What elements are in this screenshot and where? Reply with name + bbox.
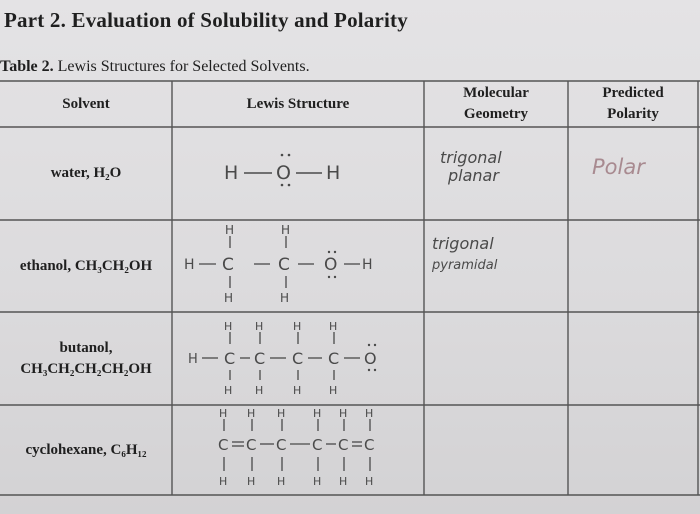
table-caption-text: Lewis Structures for Selected Solvents. xyxy=(57,58,310,75)
svg-text:H: H xyxy=(225,223,235,237)
svg-text:H: H xyxy=(277,407,286,420)
header-lewis xyxy=(172,81,424,127)
svg-text:H: H xyxy=(326,162,341,184)
header-polarity-line2: Polarity xyxy=(607,106,659,122)
geometry-line1: trigonal xyxy=(440,148,502,167)
svg-text:H: H xyxy=(329,384,338,397)
svg-text:C: C xyxy=(292,349,304,368)
table-caption-label: Table 2. xyxy=(0,58,54,75)
row-water-solvent xyxy=(0,127,172,220)
lewis-butanol-drawing xyxy=(172,312,424,405)
solvent-name: butanol, xyxy=(59,339,113,356)
svg-text:C: C xyxy=(246,436,257,454)
solvent-name: cyclohexane, C₆H₁₂ xyxy=(25,441,147,458)
svg-text:H: H xyxy=(247,475,256,488)
geometry-line2: pyramidal xyxy=(432,258,498,273)
svg-text:H: H xyxy=(255,320,264,333)
header-geometry-line2: Geometry xyxy=(463,106,529,122)
lewis-water xyxy=(172,127,424,220)
geometry-line1: trigonal xyxy=(432,234,494,253)
svg-text:C: C xyxy=(338,436,349,454)
row-water-geometry xyxy=(440,149,502,185)
svg-text:C: C xyxy=(364,436,375,454)
lewis-water-drawing xyxy=(172,127,424,220)
svg-text:H: H xyxy=(313,475,322,488)
header-lewis-label: Lewis Structure xyxy=(246,95,350,112)
lewis-cyclohexane xyxy=(172,405,424,495)
svg-text:H: H xyxy=(365,475,374,488)
header-polarity-line1: Predicted xyxy=(602,85,664,101)
row-ethanol-solvent xyxy=(0,220,172,312)
svg-text:H: H xyxy=(219,407,228,420)
svg-text:C: C xyxy=(222,255,234,275)
svg-text:H: H xyxy=(224,162,239,184)
lewis-cyclohexane-drawing xyxy=(172,405,424,495)
svg-text:H: H xyxy=(255,384,264,397)
svg-text:C: C xyxy=(218,436,229,454)
svg-text:C: C xyxy=(278,255,290,275)
table-caption xyxy=(0,58,310,76)
lewis-ethanol xyxy=(172,220,424,312)
row-water-polarity: Polar xyxy=(592,155,645,179)
row-cyclohexane-solvent xyxy=(0,405,172,495)
svg-text:H: H xyxy=(188,352,198,367)
svg-text:H: H xyxy=(247,407,256,420)
svg-text:H: H xyxy=(224,320,233,333)
svg-text:H: H xyxy=(280,291,290,305)
svg-text:H: H xyxy=(339,475,348,488)
geometry-line2: planar xyxy=(448,166,499,185)
svg-text:H: H xyxy=(184,257,195,273)
svg-text:H: H xyxy=(224,384,233,397)
lewis-ethanol-drawing xyxy=(172,220,424,312)
header-polarity xyxy=(568,81,698,127)
svg-text:C: C xyxy=(254,349,266,368)
svg-text:H: H xyxy=(277,475,286,488)
svg-text:C: C xyxy=(224,349,236,368)
part-heading: Part 2. Evaluation of Solubility and Polarity xyxy=(4,8,408,32)
svg-text:H: H xyxy=(293,320,302,333)
solvent-name: ethanol, CH₃CH₂OH xyxy=(19,257,153,274)
svg-text:H: H xyxy=(219,475,228,488)
solvents-table xyxy=(0,79,700,499)
svg-text:H: H xyxy=(339,407,348,420)
svg-text:C: C xyxy=(328,349,340,368)
svg-text:H: H xyxy=(329,320,338,333)
header-geometry xyxy=(424,81,568,127)
svg-text:O: O xyxy=(364,349,377,368)
solvent-name: water, H₂O xyxy=(50,165,122,181)
lewis-butanol xyxy=(172,312,424,405)
solvent-formula: CH₃CH₂CH₂CH₂OH xyxy=(20,360,152,377)
svg-text:H: H xyxy=(281,223,291,237)
svg-text:H: H xyxy=(224,291,234,305)
svg-text:H: H xyxy=(293,384,302,397)
header-solvent xyxy=(0,81,172,127)
svg-text:H: H xyxy=(362,257,373,273)
svg-text:H: H xyxy=(313,407,322,420)
svg-text:O: O xyxy=(276,162,291,184)
svg-text:O: O xyxy=(324,255,338,275)
svg-text:C: C xyxy=(312,436,323,454)
row-ethanol-geometry xyxy=(432,233,497,277)
header-solvent-label: Solvent xyxy=(62,95,110,112)
header-geometry-line1: Molecular xyxy=(463,85,529,101)
svg-text:H: H xyxy=(365,407,374,420)
row-butanol-solvent xyxy=(0,312,172,405)
svg-text:C: C xyxy=(276,436,287,454)
